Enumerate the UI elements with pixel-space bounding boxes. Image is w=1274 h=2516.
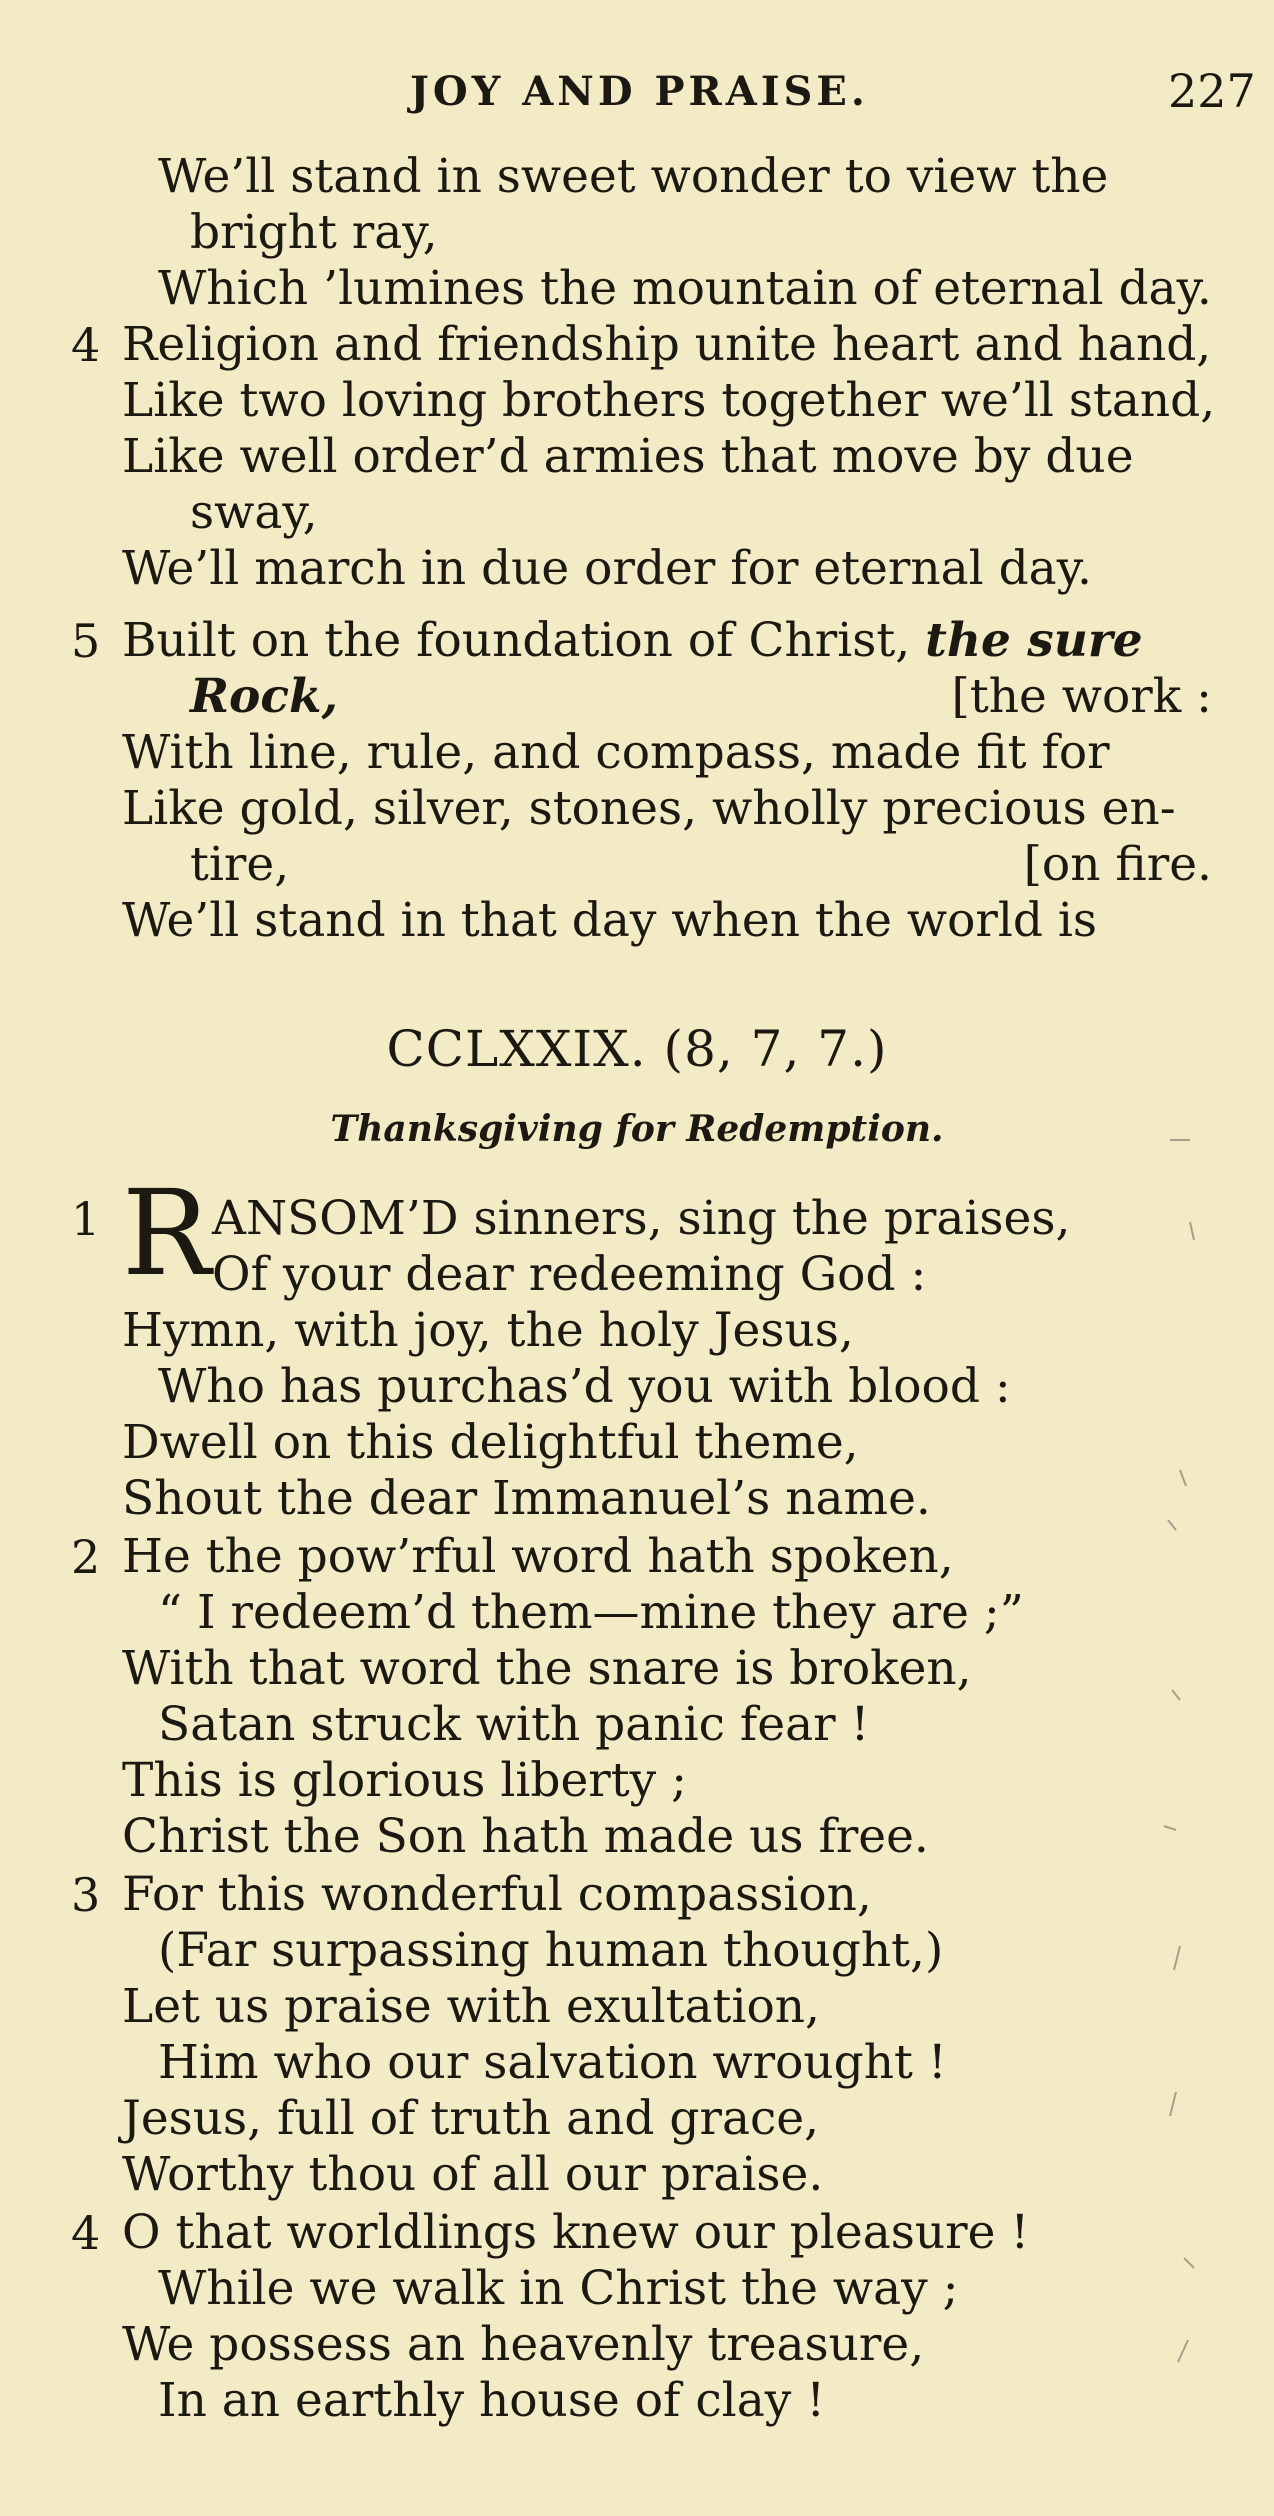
verse-line: For this wonderful compassion,: [122, 1867, 872, 1922]
verse-number: 4: [71, 2206, 101, 2260]
verse-line: Shout the dear Immanuel’s name.: [122, 1471, 931, 1526]
verse-line: Like well order’d armies that move by due: [122, 429, 1134, 484]
verse-line: O that worldlings knew our pleasure !: [122, 2205, 1030, 2260]
drop-cap: R: [122, 1164, 211, 1302]
verse-line: tire,: [190, 837, 290, 892]
running-header: [0, 58, 1274, 128]
emphasis-text: the sure: [925, 613, 1143, 668]
verse-number: 3: [71, 1868, 101, 1922]
verse-line: He the pow’rful word hath spoken,: [122, 1529, 954, 1584]
verse-line: Let us praise with exultation,: [122, 1979, 820, 2034]
verse-line: Dwell on this delightful theme,: [122, 1415, 859, 1470]
hymn-number: CCLXXIX. (8, 7, 7.): [386, 1020, 888, 1078]
page-number: 227: [1168, 64, 1256, 118]
verse-line: Like gold, silver, stones, wholly precious en-: [122, 781, 1176, 836]
verse-line: Worthy thou of all our praise.: [122, 2147, 824, 2202]
turnover-text: [the work :: [951, 669, 1212, 724]
verse-line: Like two loving brothers together we’ll stand,: [122, 373, 1216, 428]
verse-line: We’ll stand in sweet wonder to view the: [158, 149, 1109, 204]
page-specks-decoration: [1150, 0, 1270, 2516]
turnover-text: [on fire.: [1023, 837, 1212, 892]
verse-line: We’ll stand in that day when the world is: [122, 893, 1098, 948]
verse-line: Christ the Son hath made us free.: [122, 1809, 929, 1864]
verse-line: While we walk in Christ the way ;: [158, 2261, 959, 2316]
verse-line: bright ray,: [190, 205, 438, 260]
verse-line: sway,: [190, 485, 318, 540]
verse-line: Who has purchas’d you with blood :: [158, 1359, 1011, 1414]
verse-line: We possess an heavenly treasure,: [122, 2317, 925, 2372]
verse-number: 1: [71, 1192, 101, 1246]
verse-line: In an earthly house of clay !: [158, 2373, 826, 2428]
verse-line: Jesus, full of truth and grace,: [122, 2091, 820, 2146]
verse-line: This is glorious liberty ;: [122, 1753, 687, 1808]
verse-line: Satan struck with panic fear !: [158, 1697, 870, 1752]
verse-line: [122, 612, 1143, 670]
verse-number: 5: [71, 614, 101, 668]
emphasis-line: Rock,: [190, 669, 338, 724]
verse-number: 4: [71, 318, 101, 372]
verse-line: With line, rule, and compass, made fit for: [122, 725, 1110, 780]
verse-line: Religion and friendship unite heart and hand,: [122, 317, 1212, 372]
verse-line: Hymn, with joy, the holy Jesus,: [122, 1303, 854, 1358]
verse-text: Built on the foundation of Christ,: [122, 613, 911, 668]
verse-line: Which ’lumines the mountain of eternal day.: [158, 261, 1212, 316]
verse-line: (Far surpassing human thought,): [158, 1923, 944, 1978]
verse-line: “ I redeem’d them—mine they are ;”: [158, 1585, 1024, 1640]
verse-line: Him who our salvation wrought !: [158, 2035, 947, 2090]
running-title: JOY AND PRAISE.: [410, 68, 869, 115]
verse-line: We’ll march in due order for eternal day.: [122, 541, 1092, 596]
verse-number: 2: [71, 1530, 101, 1584]
verse-line: ANSOM’D sinners, sing the praises,: [212, 1191, 1071, 1246]
verse-line: Of your dear redeeming God :: [212, 1247, 927, 1302]
verse-line: With that word the snare is broken,: [122, 1641, 972, 1696]
hymn-subtitle: Thanksgiving for Redemption.: [330, 1108, 944, 1150]
